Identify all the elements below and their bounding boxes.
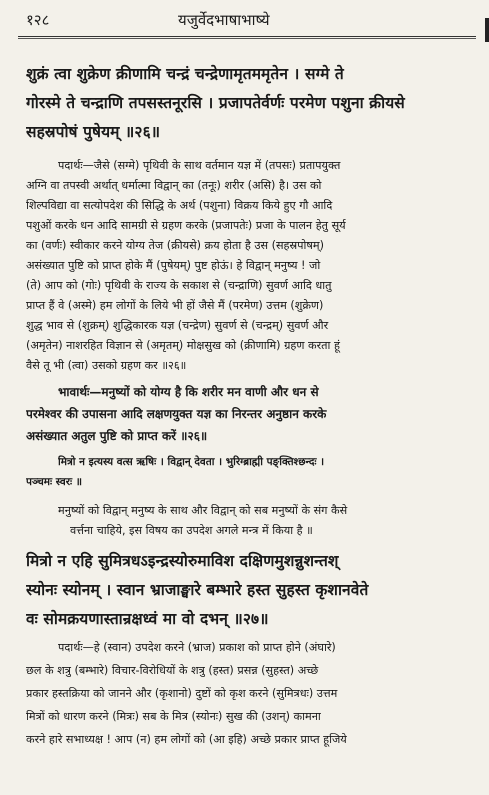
mantra-27-line-1: मित्रो न एहि सुमित्रधऽइन्द्रस्योरुमाविश दक्षिणमुशन्नुशन्तश्	[26, 552, 339, 570]
bhavartha-26-line: भावार्थः—मनुष्यों को योग्य है कि शरीर मन वाणी और धन से	[58, 385, 319, 399]
padartha-27-line: पदार्थः—हे (स्वान) उपदेश करने (भ्राज) प्रकाश को प्राप्त होने (अंघारे)	[58, 641, 336, 654]
padartha-26-line: अग्नि वा तपस्वी अर्थात् धर्मात्मा विद्वान् का (तनूः) शरीर (असि) है। उस को	[26, 179, 322, 192]
padartha-26-line: प्राप्त हैं वे (अस्मे) हम लोगों के लिये भी हों जैसे मैं (परमेण) उत्तम (शुक्रेण)	[26, 299, 324, 312]
padartha-26-line: पदार्थः—जैसे (सग्मे) पृथिवी के साथ वर्तमान यज्ञ में (तपसः) प्रतापयुक्त	[58, 159, 341, 172]
mantra-27-svara: पञ्चमः स्वरः ॥	[26, 476, 83, 488]
mantra-27-intro-line: मनुष्यों को विद्वान् मनुष्य के साथ और विद्वान् को सब मनुष्यों के संग कैसे	[58, 504, 348, 517]
mantra-27-intro-line: वर्त्तना चाहिये, इस विषय का उपदेश अगले मन्त्र में किया है ॥	[70, 524, 313, 537]
mantra-27-meta: मित्रो न इत्यस्य वत्स ऋषिः । विद्वान् देवता । भुरिग्ब्राह्मी पङ्क्तिश्छन्दः ।	[58, 456, 325, 468]
mantra-27-line-2: स्योनः स्योनम् । स्वान भ्राजाङ्घारे बम्भारे हस्त सुहस्त कृशानवेते	[26, 581, 369, 599]
padartha-26-line: वैसे तू भी (त्वा) उसको ग्रहण कर ॥२६॥	[26, 359, 187, 372]
bhavartha-26-line: परमेश्वर की उपासना आदि लक्षणयुक्त यज्ञ का निरन्तर अनुष्ठान करके	[26, 407, 327, 421]
padartha-27-line: मित्रों को धारण करने (मित्रः) सब के मित्र (स्योनः) सुख की (उशन्) कामना	[26, 710, 321, 723]
padartha-26-line: पशुओं करके धन आदि सामग्री से ग्रहण करके (प्रजापतेः) प्रजा के पालन हेतु सूर्य	[26, 219, 346, 232]
page-edge-mark	[485, 18, 489, 42]
mantra-26-line-3: सहस्रपोषं पुषेयम् ॥२६॥	[26, 123, 161, 141]
page-header	[18, 8, 473, 32]
mantra-26-line-2: गोरस्मे ते चन्द्राणि तपसस्तनूरसि । प्रजापतेर्वर्णः परमेण पशुना क्रीयसे	[26, 94, 405, 112]
header-rule	[18, 36, 476, 37]
padartha-27-line: छल के शत्रु (बम्भारे) विचार-विरोधियों के शत्रु (हस्त) प्रसन्न (सुहस्त) अच्छे	[26, 664, 319, 677]
padartha-26-line: (अमृतेन) नाशरहित विज्ञान से (अमृतम्) मोक्षसुख को (क्रीणामि) ग्रहण करता हूं	[26, 339, 340, 352]
padartha-26-line: का (वर्णः) स्वीकार करने योग्य तेज (क्रीयसे) क्रय होता है उस (सहस्रपोषम्)	[26, 239, 324, 252]
bhavartha-26-line: असंख्यात अतुल पुष्टि को प्राप्त करें ॥२६॥	[26, 429, 208, 443]
padartha-27-line: करने हारे सभाध्यक्ष ! आप (न) हम लोगों को (आ इहि) अच्छे प्रकार प्राप्त हूजिये	[26, 733, 347, 746]
padartha-26-line: शुद्ध भाव से (शुक्रम्) शुद्धिकारक यज्ञ (चन्द्रेण) सुवर्ण से (चन्द्रम्) सुवर्ण और	[26, 319, 329, 332]
header-rule-secondary	[18, 38, 476, 39]
padartha-26-line: (ते) आप को (गोः) पृथिवी के राज्य के सकाश से (चन्द्राणि) सुवर्ण आदि धातु	[26, 279, 332, 292]
padartha-26-line: असंख्यात पुष्टि को प्राप्त होके मैं (पुषेयम्) पुष्ट होऊं। हे विद्वान् मनुष्य ! जो	[26, 259, 321, 272]
mantra-26-line-1: शुक्रं त्वा शुक्रेण क्रीणामि चन्द्रं चन्द्रेणामृतममृतेन । सग्मे ते	[26, 65, 344, 83]
mantra-27-line-3: वः सोमक्रयणास्तान्रक्षध्वं मा वो दभन् ॥२७॥	[26, 610, 269, 628]
page-number: १२८	[26, 11, 50, 29]
running-title: यजुर्वेदभाषाभाष्ये	[178, 11, 270, 29]
padartha-27-line: प्रकार हस्तक्रिया को जानने और (कृशानो) दुष्टों को कृश करने (सुमित्रधः) उत्तम	[26, 687, 338, 700]
padartha-26-line: शिल्पविद्या वा सत्योपदेश की सिद्धि के अर्थ (पशुना) विक्रय किये हुए गौ आदि	[26, 199, 333, 212]
